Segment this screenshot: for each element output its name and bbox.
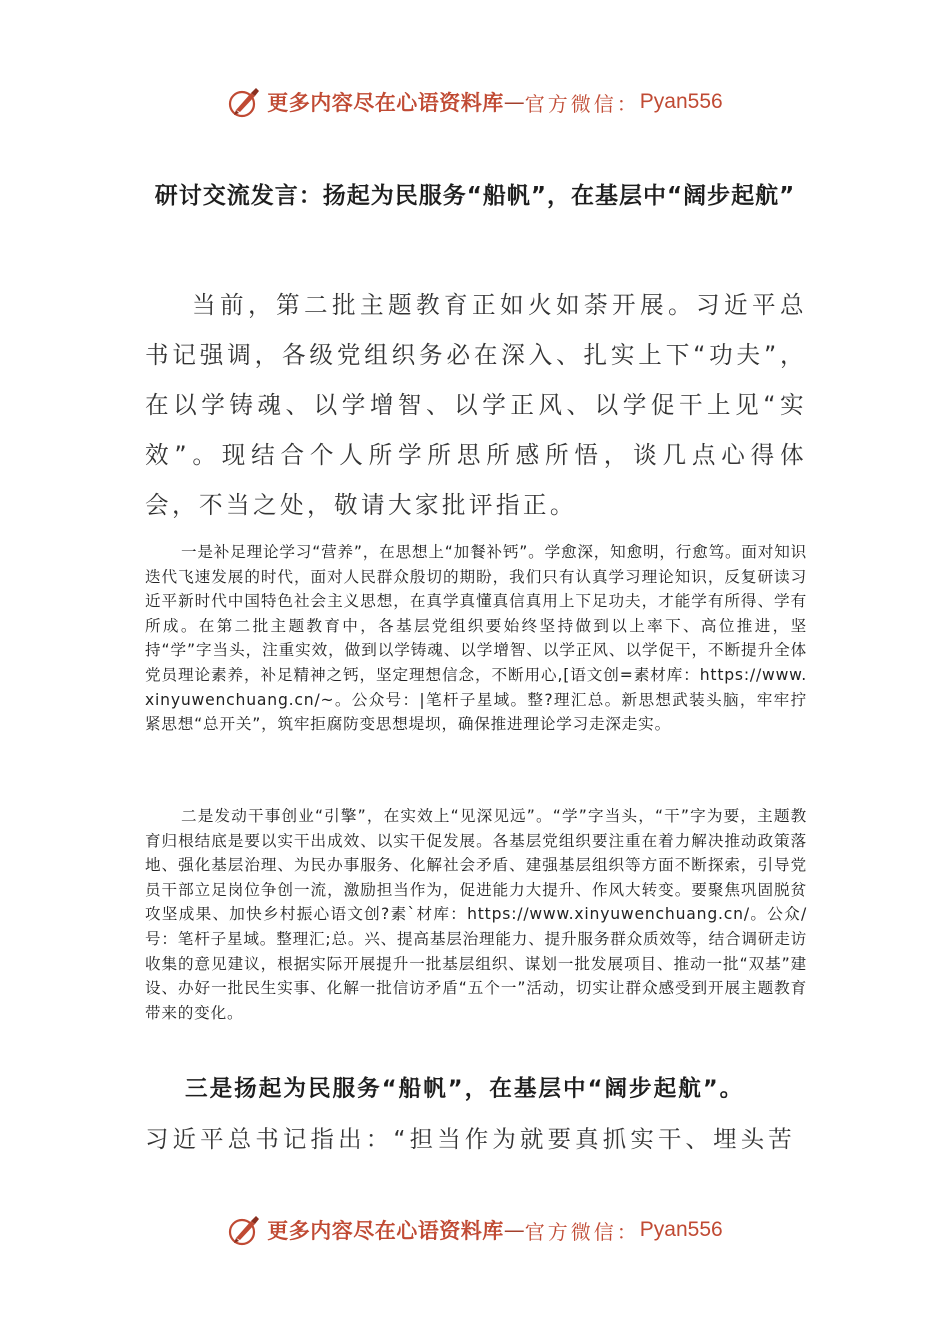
banner-wechat-id: Pyan556 [639, 1218, 723, 1241]
banner-separator: — [503, 1218, 525, 1242]
pen-nib-icon [227, 85, 261, 119]
banner-separator: — [503, 90, 525, 114]
section-three-text: 习近平总书记指出：“担当作为就要真抓实干、埋头苦 [145, 1125, 796, 1153]
paragraph-one: 一是补足理论学习“营养”，在思想上“加餐补钙”。学愈深，知愈明，行愈笃。面对知识迭代飞速发展的时代，面对人民群众殷切的期盼，我们只有认真学习理论知识，反复研读习近平新时代中国特色社会主义思想，在真学真懂真信真用上下足功夫，才能学有所得、学有所成。在第二批主题教育中，各基层党组织要始终坚持做到以上率下、高位推进，坚持“学”字当头，注重实效，做到以学铸魂、以学增智、以学正风、以学促干，不断提升全体党员理论素养，补足精神之钙，坚定理想信念，不断用心,[语文创=素材库：https://www.xinyuwenchuang.cn/~。公众号：|笔杆子星域。整?理汇总。新思想武装头脑，牢牢拧紧思想“总开关”，筑牢拒腐防变思想堤坝，确保推进理论学习走深走实。 [145, 543, 807, 734]
banner-wechat-label: 官方微信： [524, 91, 640, 116]
document-title: 研讨交流发言：扬起为民服务“船帆”，在基层中“阔步起航” [154, 183, 796, 209]
banner-wechat-id: Pyan556 [639, 90, 723, 113]
banner-wechat-label: 官方微信： [524, 1219, 640, 1244]
header-banner [0, 82, 950, 122]
intro-paragraph: 当前，第二批主题教育正如火如荼开展。习近平总书记强调，各级党组织务必在深入、扎实上下“功夫”，在以学铸魂、以学增智、以学正风、以学促干上见“实效”。现结合个人所学所思所感所悟，谈几点心得体会，不当之处，敬请大家批评指正。 [145, 291, 807, 519]
section-three-heading: 三是扬起为民服务“船帆”，在基层中“阔步起航”。 [185, 1076, 745, 1102]
banner-brand: 更多内容尽在心语资料库 [267, 1218, 504, 1243]
banner-brand: 更多内容尽在心语资料库 [267, 90, 504, 115]
pen-nib-icon [227, 1213, 261, 1247]
footer-banner [0, 1210, 950, 1250]
paragraph-two: 二是发动干事创业“引擎”，在实效上“见深见远”。“学”字当头，“干”字为要，主题教育归根结底是要以实干出成效、以实干促发展。各基层党组织要注重在着力解决推动政策落地、强化基层治理、为民办事服务、化解社会矛盾、建强基层组织等方面不断探索，引导党员干部立足岗位争创一流，激励担当作为，促进能力大提升、作风大转变。要聚焦巩固脱贫攻坚成果、加快乡村振心语文创?素`材库：https://www.xinyuwenchuang.cn/。公众/号：笔杆子星域。整理汇;总。兴、提高基层治理能力、提升服务群众质效等，结合调研走访收集的意见建议，根据实际开展提升一批基层组织、谋划一批发展项目、推动一批“双基”建设、办好一批民生实事、化解一批信访矛盾“五个一”活动，切实让群众感受到开展主题教育带来的变化。 [145, 807, 807, 1022]
